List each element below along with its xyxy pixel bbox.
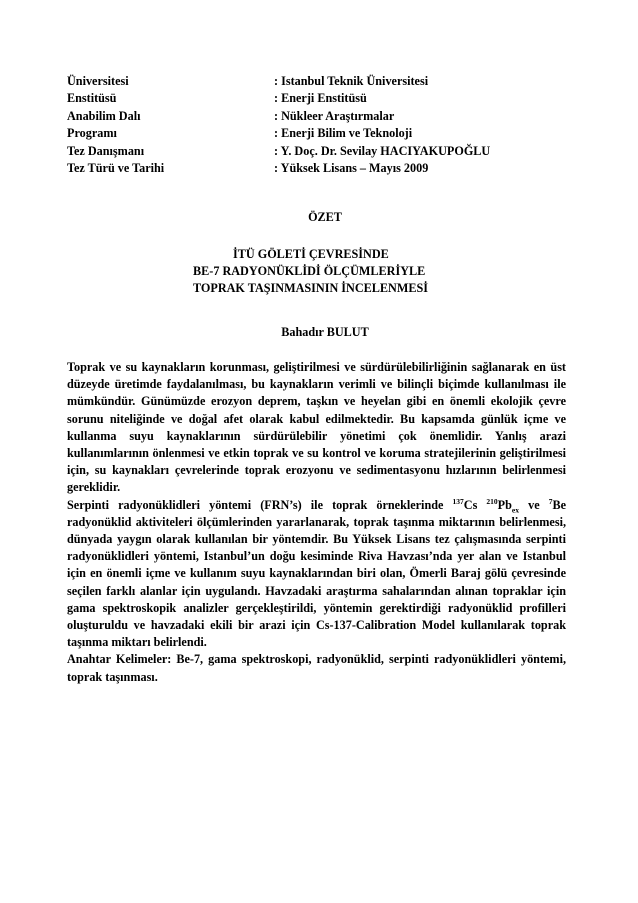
abstract-paragraph: Toprak ve su kaynakların korunması, geliştirilmesi ve sürdürülebilirliğinin sağlanarak en üst düzeyde üretimde faydalanılması, bu kaynakların verimli ve bilinçli biçimde kullanılması ile mümkündür. Günümüzde erozyon deprem, taşkın ve heyelan gibi en önemli ekolojik çevre sorunu niteliğinde ve doğal afet olarak kabul edilmektedir. Bu kapsamda günlük içme ve kullanma suyu kaynaklarının sürdürülebilir yönetimi çok önemlidir. Yanlış arazi kullanımlarının önlenmesi ve etkin toprak ve su kontrol ve koruma stratejilerinin geliştirilmesi için, su kaynakları çevrelerinde toprak erozyonu ve sedimentasyonu hızlarının belirlenmesi gereklidir. (67, 360, 566, 495)
meta-value: : Nükleer Araştırmalar (274, 108, 395, 123)
meta-row-program (67, 125, 567, 142)
meta-label: Tez Danışmanı (67, 143, 145, 158)
paragraph-text: radyonüklid aktiviteleri ölçümlerinden yararlanarak, toprak taşınma miktarının belirlenmesi, dünyada yaygın olarak kullanılan bir yöntemdir. Bu Yüksek Lisans tez çalışmasında serpinti radyonüklidleri yöntemi, Istanbul’un doğu kesiminde Riva Havzası’nda yer alan ve Istanbul için en önemli içme ve kullanım suyu kaynaklarından biri olan, Ömerli Baraj gölü çevresinde seçilen farklı alanlar için uygulandı. Havzadaki araştırma sahalarından alınan topraklar için gama spektroskopik analizler gerçekleştirildi, yöntemin gerektirdiği radyonüklid profilleri oluşturuldu ve havzadaki ekili bir arazi için Cs-137-Calibration Model kullanılarak toprak taşınma miktarı belirlendi. (67, 514, 566, 650)
meta-label: Anabilim Dalı (67, 108, 141, 123)
thesis-metadata (67, 73, 567, 177)
meta-value: : Y. Doç. Dr. Sevilay HACIYAKUPOĞLU (274, 143, 491, 158)
isotope-mass: 7 (548, 496, 553, 506)
isotope-mass: 137 (452, 496, 464, 506)
isotope-symbol: Cs (463, 497, 478, 512)
meta-label: Tez Türü ve Tarihi (67, 161, 165, 176)
author-name: Bahadır BULUT (281, 325, 369, 339)
meta-label: Programı (67, 126, 117, 141)
meta-label: Üniversitesi (67, 74, 129, 88)
thesis-title (193, 246, 493, 298)
isotope-mass: 210 (486, 496, 498, 506)
keywords-paragraph: Anahtar Kelimeler: Be-7, gama spektroskopi, radyonüklid, serpinti radyonüklidleri yöntemi, toprak taşınması. (67, 652, 566, 684)
meta-value: : Enerji Bilim ve Teknoloji (274, 126, 413, 141)
section-heading: ÖZET (308, 210, 342, 224)
isotope-symbol: Pb (497, 497, 512, 512)
meta-row-type-date (67, 160, 567, 177)
isotope-symbol: Be (552, 497, 566, 512)
paragraph-text: ve (519, 497, 549, 512)
meta-value: : Enerji Enstitüsü (274, 91, 367, 106)
meta-row-department (67, 108, 567, 125)
paragraph-text: Serpinti radyonüklidleri yöntemi (FRN’s) ile toprak örneklerinde (67, 497, 453, 512)
title-line: İTÜ GÖLETİ ÇEVRESİNDE (233, 247, 389, 261)
abstract-body (67, 359, 566, 686)
meta-row-advisor (67, 143, 567, 160)
isotope-subscript: ex (511, 505, 519, 515)
meta-value: : Yüksek Lisans – Mayıs 2009 (274, 161, 429, 176)
abstract-paragraph (67, 497, 566, 652)
meta-value: : Istanbul Teknik Üniversitesi (274, 74, 429, 88)
meta-row-university (67, 73, 567, 90)
title-line: BE-7 RADYONÜKLİDİ ÖLÇÜMLERİYLE (193, 264, 426, 279)
meta-row-institute (67, 90, 567, 107)
title-line: TOPRAK TAŞINMASININ İNCELENMESİ (193, 281, 428, 296)
meta-label: Enstitüsü (67, 91, 117, 106)
